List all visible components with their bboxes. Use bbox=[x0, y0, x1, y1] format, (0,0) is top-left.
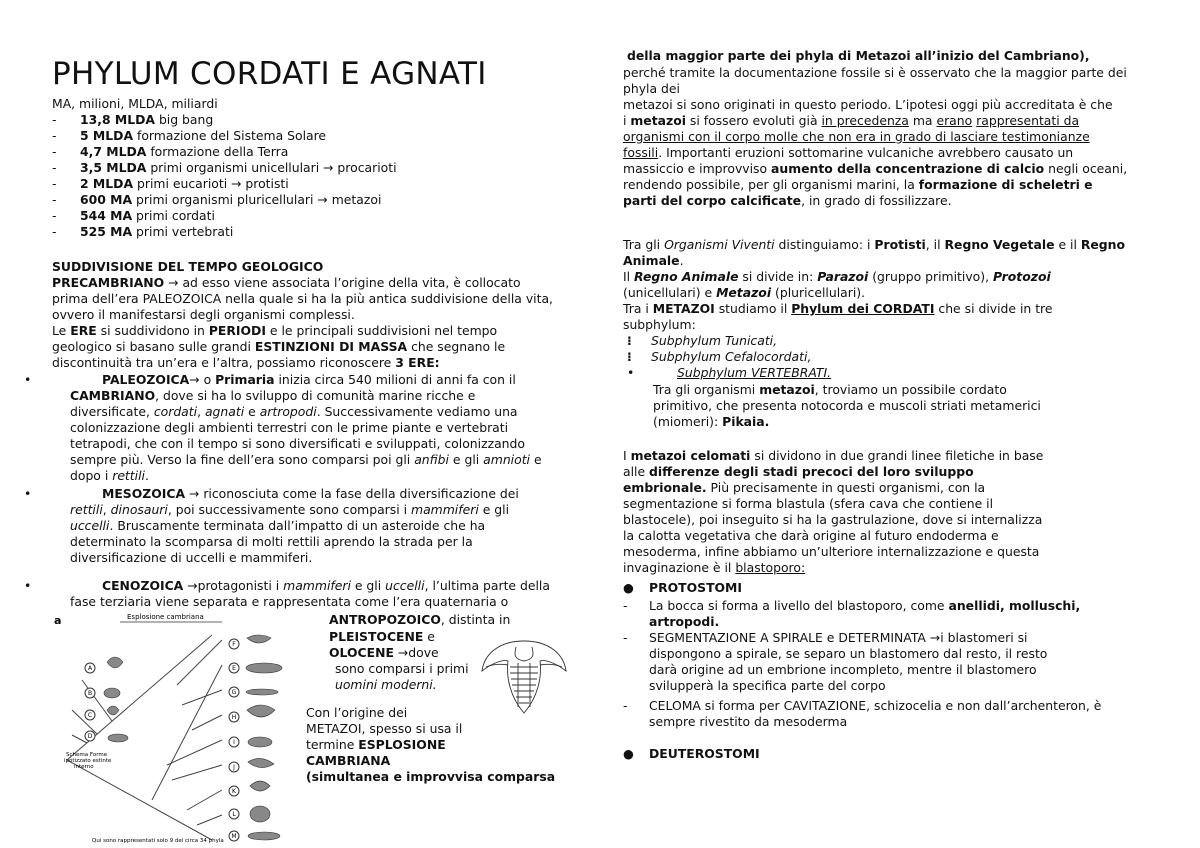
text-line: invaginazione è il blastoporo: bbox=[623, 560, 806, 575]
text-line: sono comparsi i primi bbox=[335, 661, 469, 676]
timeline-text: primi eucarioti → protisti bbox=[133, 176, 289, 191]
node-label: J bbox=[233, 764, 235, 771]
timeline-text: formazione del Sistema Solare bbox=[133, 128, 327, 143]
text-line: ovvero il manifestarsi degli organismi complessi. bbox=[52, 307, 355, 322]
timeline-text: formazione della Terra bbox=[146, 144, 289, 159]
text-line: uccelli. Bruscamente terminata dall’impatto di un asteroide che ha bbox=[70, 518, 486, 533]
text-line: metazoi si sono originati in questo periodo. L’ipotesi oggi più accreditata è che bbox=[623, 97, 1113, 112]
text-line: diversificate, cordati, agnati e artropodi. Successivamente vediamo una bbox=[70, 404, 518, 419]
text-line: fossili. Importanti eruzioni sottomarine vulcaniche avrebbero causato un bbox=[623, 145, 1074, 160]
ere-line: geologico si basano sulle grandi ESTINZIONI DI MASSA che segnano le bbox=[52, 339, 506, 354]
timeline-text: primi organismi pluricellulari → metazoi bbox=[132, 192, 382, 207]
text-line: i metazoi si fossero evoluti già in precedenza ma erano rappresentati da bbox=[623, 113, 1080, 128]
timeline-text: primi vertebrati bbox=[132, 224, 234, 239]
node-label: G bbox=[231, 689, 237, 696]
figure-letter: a bbox=[54, 614, 62, 627]
text-line: CAMBRIANA bbox=[306, 753, 391, 768]
ere-line: Le ERE si suddividono in PERIODI e le principali suddivisioni nel tempo bbox=[52, 323, 498, 338]
text-line: Animale. bbox=[623, 253, 684, 268]
text-line: dopo i rettili. bbox=[70, 468, 149, 483]
section-heading: SUDDIVISIONE DEL TEMPO GEOLOGICO bbox=[52, 259, 324, 274]
timeline-item bbox=[52, 128, 326, 144]
node-label: E bbox=[232, 665, 236, 672]
text-line: Tra gli organismi metazoi, troviamo un possibile cordato bbox=[653, 382, 1007, 397]
text-line: darà origine ad un embrione incompleto, mentre il blastomero bbox=[649, 662, 1037, 677]
figure-header: Esplosione cambriana bbox=[127, 613, 204, 621]
bullet-icon: • bbox=[24, 486, 32, 501]
timeline-value: 2 MLDA bbox=[80, 176, 134, 191]
dash-bullet: - bbox=[52, 224, 57, 239]
dash-bullet: - bbox=[52, 112, 57, 127]
text-line: termine ESPLOSIONE bbox=[306, 737, 446, 752]
ere-line: discontinuità tra un’era e l’altra, possiamo riconoscere 3 ERE: bbox=[52, 355, 440, 370]
text-line: sempre più. Verso la fine dell’era sono comparsi poi gli anfibi e gli amnioti e bbox=[70, 452, 542, 467]
timeline-text: primi organismi unicellulari → procarioti bbox=[146, 160, 397, 175]
text-line: Il Regno Animale si divide in: Parazoi (gruppo primitivo), Protozoi bbox=[623, 269, 1051, 284]
text-line: parti del corpo calcificate, in grado di fossilizzare. bbox=[623, 193, 952, 208]
text-line: - La bocca si forma a livello del blastoporo, come anellidi, molluschi, bbox=[623, 598, 1081, 613]
timeline-item bbox=[52, 144, 288, 160]
cambrian-explosion-figure bbox=[52, 610, 327, 848]
bullet-icon: ⁝ bbox=[627, 349, 632, 364]
dash-bullet: - bbox=[52, 192, 57, 207]
deuterostomi-heading: ● DEUTEROSTOMI bbox=[623, 746, 760, 761]
figure-caption: Qui sono rappresentati solo 9 dei circa 34 phyla bbox=[92, 838, 224, 844]
text-line: perché tramite la documentazione fossile si è osservato che la maggior parte dei bbox=[623, 65, 1127, 80]
timeline-item bbox=[52, 208, 215, 224]
trilobite-illustration bbox=[478, 637, 570, 717]
tree-nodes bbox=[85, 639, 239, 841]
text-line: - CELOMA si forma per CAVITAZIONE, schizocelia e non dall’archenteron, è bbox=[623, 698, 1102, 713]
timeline-text: primi cordati bbox=[132, 208, 215, 223]
bullet-icon: ● bbox=[623, 580, 634, 595]
text-line: tetrapodi, che con il tempo si sono diversificati e sviluppati, colonizzando bbox=[70, 436, 525, 451]
figure-legend: Schema Forme bbox=[66, 752, 108, 758]
dash-bullet: - bbox=[52, 176, 57, 191]
text-line: blastocele), poi inseguito si ha la gastrulazione, dove si internalizza bbox=[623, 512, 1043, 527]
organism-sketches bbox=[104, 635, 282, 840]
text-line: determinato la scomparsa di molti rettili aprendo la strada per la bbox=[70, 534, 473, 549]
text-line: prima dell’era PALEOZOICA nella quale si ha la più antica suddivisione della vita, bbox=[52, 291, 553, 306]
text-line: dispongono a spirale, se separo un blastomero dal resto, il resto bbox=[649, 646, 1048, 661]
subphylum-item: ⁝ Subphylum Cefalocordati, bbox=[627, 349, 812, 364]
timeline-value: 600 MA bbox=[80, 192, 133, 207]
dash-bullet: - bbox=[52, 128, 57, 143]
text-line: della maggior parte dei phyla di Metazoi all’inizio del Cambriano), bbox=[627, 48, 1090, 63]
node-label: C bbox=[87, 712, 93, 719]
text-line: artropodi. bbox=[649, 614, 720, 629]
timeline-item bbox=[52, 224, 233, 240]
node-label: A bbox=[87, 665, 93, 672]
node-label: M bbox=[231, 833, 237, 840]
text-line: Tra gli Organismi Viventi distinguiamo: i Protisti, il Regno Vegetale e il Regno bbox=[623, 237, 1125, 252]
timeline-value: 3,5 MLDA bbox=[80, 160, 147, 175]
dash-bullet: - bbox=[52, 208, 57, 223]
text-line: phyla dei bbox=[623, 81, 680, 96]
timeline-value: 5 MLDA bbox=[80, 128, 134, 143]
timeline-item bbox=[52, 176, 289, 192]
text-line: ANTROPOZOICO, distinta in bbox=[329, 612, 511, 627]
bullet-icon: • bbox=[24, 372, 32, 387]
text-line: primitivo, che presenta notocorda e muscoli striati metamerici bbox=[653, 398, 1041, 413]
text-line: sempre rivestito da mesoderma bbox=[649, 714, 848, 729]
text-line: uomini moderni. bbox=[335, 677, 437, 692]
text-line: colonizzazione degli ambienti terrestri con le prime piante e vertebrati bbox=[70, 420, 509, 435]
text-line: I metazoi celomati si dividono in due grandi linee filetiche in base bbox=[623, 448, 1044, 463]
bullet-icon: • bbox=[24, 578, 32, 593]
text-line: la calotta vegetativa che darà origine al futuro endoderma e bbox=[623, 528, 999, 543]
node-label: F bbox=[232, 641, 236, 648]
timeline-item bbox=[52, 112, 213, 128]
text-line: Con l’origine dei bbox=[306, 705, 408, 720]
bullet-icon: ● bbox=[623, 746, 634, 761]
precambriano-line: PRECAMBRIANO → ad esso viene associata l’origine della vita, è collocato bbox=[52, 275, 521, 290]
figure-legend: ipotizzato estinte bbox=[64, 758, 112, 764]
text-line: - SEGMENTAZIONE A SPIRALE e DETERMINATA →i blastomeri si bbox=[623, 630, 1028, 645]
node-label: I bbox=[233, 739, 235, 746]
timeline-item bbox=[52, 192, 381, 208]
dash-bullet: - bbox=[52, 144, 57, 159]
timeline-text: big bang bbox=[155, 112, 214, 127]
text-line: segmentazione si forma blastula (sfera cava che contiene il bbox=[623, 496, 994, 511]
bullet-icon: ⁝ bbox=[627, 333, 632, 348]
text-line: (simultanea e improvvisa comparsa bbox=[306, 769, 556, 784]
timeline-item bbox=[52, 160, 397, 176]
node-label: B bbox=[87, 690, 93, 697]
figure-legend: interno bbox=[74, 764, 94, 770]
protostomi-heading: ● PROTOSTOMI bbox=[623, 580, 742, 595]
subphylum-item: • Subphylum VERTEBRATI. bbox=[627, 365, 832, 380]
node-label: K bbox=[232, 788, 236, 795]
node-label: L bbox=[232, 811, 236, 818]
units-line: MA, milioni, MLDA, miliardi bbox=[52, 96, 218, 111]
text-line: alle differenze degli stadi precoci del loro sviluppo bbox=[623, 464, 974, 479]
paleozoica-item: • PALEOZOICA→ o Primaria inizia circa 540 milioni di anni fa con il bbox=[24, 372, 516, 387]
timeline-value: 4,7 MLDA bbox=[80, 144, 147, 159]
text-line: subphylum: bbox=[623, 317, 696, 332]
text-line: organismi con il corpo molle che non era in grado di lasciare testimonianze bbox=[623, 129, 1090, 144]
text-line: rendendo possibile, per gli organismi marini, la formazione di scheletri e bbox=[623, 177, 1093, 192]
node-label: H bbox=[231, 714, 237, 721]
timeline-value: 544 MA bbox=[80, 208, 133, 223]
cenozoica-item: • CENOZOICA →protagonisti i mammiferi e gli uccelli, l’ultima parte della bbox=[24, 578, 550, 593]
timeline-value: 525 MA bbox=[80, 224, 133, 239]
text-line: CAMBRIANO, dove si ha lo sviluppo di comunità marine ricche e bbox=[70, 388, 476, 403]
node-label: D bbox=[87, 733, 93, 740]
text-line: (miomeri): Pikaia. bbox=[653, 414, 770, 429]
text-line: PLEISTOCENE e bbox=[329, 629, 435, 644]
text-line: (unicellulari) e Metazoi (pluricellulari). bbox=[623, 285, 866, 300]
mesozoica-item: • MESOZOICA → riconosciuta come la fase della diversificazione dei bbox=[24, 486, 519, 501]
page-title: PHYLUM CORDATI E AGNATI bbox=[52, 56, 487, 92]
text-line: METAZOI, spesso si usa il bbox=[306, 721, 463, 736]
text-line: svilupperà la specifica parte del corpo bbox=[649, 678, 886, 693]
dash-bullet: - bbox=[52, 160, 57, 175]
text-line: Tra i METAZOI studiamo il Phylum dei CORDATI che si divide in tre bbox=[623, 301, 1053, 316]
subphylum-item: ⁝ Subphylum Tunicati, bbox=[627, 333, 778, 348]
text-line: mesoderma, infine abbiamo un’ulteriore internalizzazione e questa bbox=[623, 544, 1040, 559]
bullet-icon: • bbox=[627, 365, 635, 380]
text-line: rettili, dinosauri, poi successivamente sono comparsi i mammiferi e gli bbox=[70, 502, 510, 517]
timeline-value: 13,8 MLDA bbox=[80, 112, 155, 127]
text-line: fase terziaria viene separata e rappresentata come l’era quaternaria o bbox=[70, 594, 509, 609]
text-line: embrionale. Più precisamente in questi organismi, con la bbox=[623, 480, 986, 495]
text-line: diversificazione di uccelli e mammiferi. bbox=[70, 550, 313, 565]
text-line: OLOCENE →dove bbox=[329, 645, 439, 660]
text-line: massiccio e improvviso aumento della concentrazione di calcio negli oceani, bbox=[623, 161, 1128, 176]
